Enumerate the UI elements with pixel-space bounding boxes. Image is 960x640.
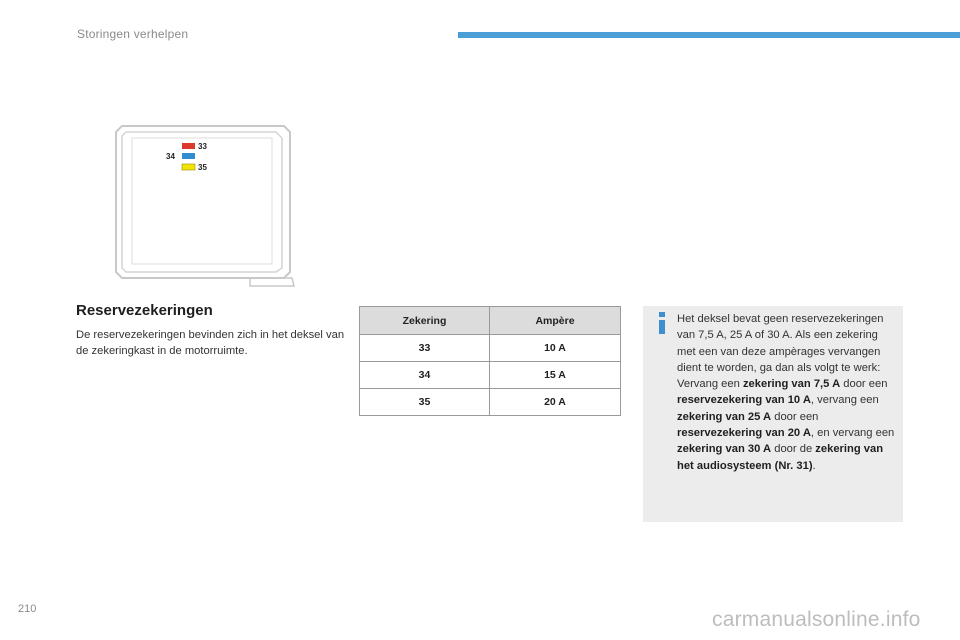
table-row [360, 389, 621, 416]
table-row [360, 335, 621, 362]
fuse-33-label: 33 [198, 142, 207, 151]
table-cell-fuse: 34 [360, 362, 490, 389]
table-header-ampere: Ampère [490, 307, 621, 335]
table-cell-fuse: 33 [360, 335, 490, 362]
fuse-35-label: 35 [198, 163, 207, 172]
section-text: De reservezekeringen bevinden zich in het deksel van de zekeringkast in de motorruimte. [76, 329, 345, 357]
info-bold-5: zekering van 30 A [677, 443, 772, 456]
info-box [643, 306, 903, 522]
info-text: Het deksel bevat geen reservezekeringen van 7,5 A, 25 A of 30 A. Als een zekering met een van deze ampèrages vervangen dient te worden, ga dan als volgt te werk: Vervang een zekering van 7,5 A door een reservezekering van 10 A, vervang een zekering van 25 A door een reservezekering van 20 A, en vervang een zekering van 30 A door de zekering van het audiosysteem (Nr. 31). [677, 313, 895, 472]
table-cell-ampere: 20 A [490, 389, 621, 416]
cover-inner-frame [122, 132, 282, 272]
fuse-34-mark [182, 153, 195, 159]
watermark: carmanualsonline.info [712, 608, 921, 631]
table-header-row [360, 307, 621, 335]
cover-inner-recess [132, 138, 272, 264]
fuse-35-mark [182, 164, 195, 170]
fuse-34-label: 34 [166, 152, 175, 161]
info-bold-6: zekering van het audiosysteem (Nr. 31) [677, 443, 884, 472]
cover-tab [250, 278, 294, 286]
info-bold-2: reservezekering van 10 A [677, 394, 811, 407]
info-intro: Het deksel bevat geen reservezekeringen van 7,5 A, 25 A of 30 A. Als een zekering met een van deze ampèrages vervangen dient te worden, ga dan als volgt te werk: [677, 313, 884, 374]
fuse-33-mark [182, 143, 195, 149]
table-cell-ampere: 15 A [490, 362, 621, 389]
fuse-table [359, 306, 621, 416]
header-accent-bar [458, 32, 960, 38]
info-bold-4: reservezekering van 20 A [677, 427, 811, 440]
info-bold-1: zekering van 7,5 A [742, 378, 841, 391]
table-cell-fuse: 35 [360, 389, 490, 416]
table-header-fuse: Zekering [360, 307, 490, 335]
page-number: 210 [18, 603, 37, 615]
section-title: Reservezekeringen [76, 302, 213, 319]
table-cell-ampere: 10 A [490, 335, 621, 362]
fuse-cover-diagram [112, 122, 302, 292]
info-bold-3: zekering van 25 A [677, 410, 772, 423]
table-row [360, 362, 621, 389]
page-header-title: Storingen verhelpen [77, 27, 189, 41]
info-icon [659, 312, 665, 334]
